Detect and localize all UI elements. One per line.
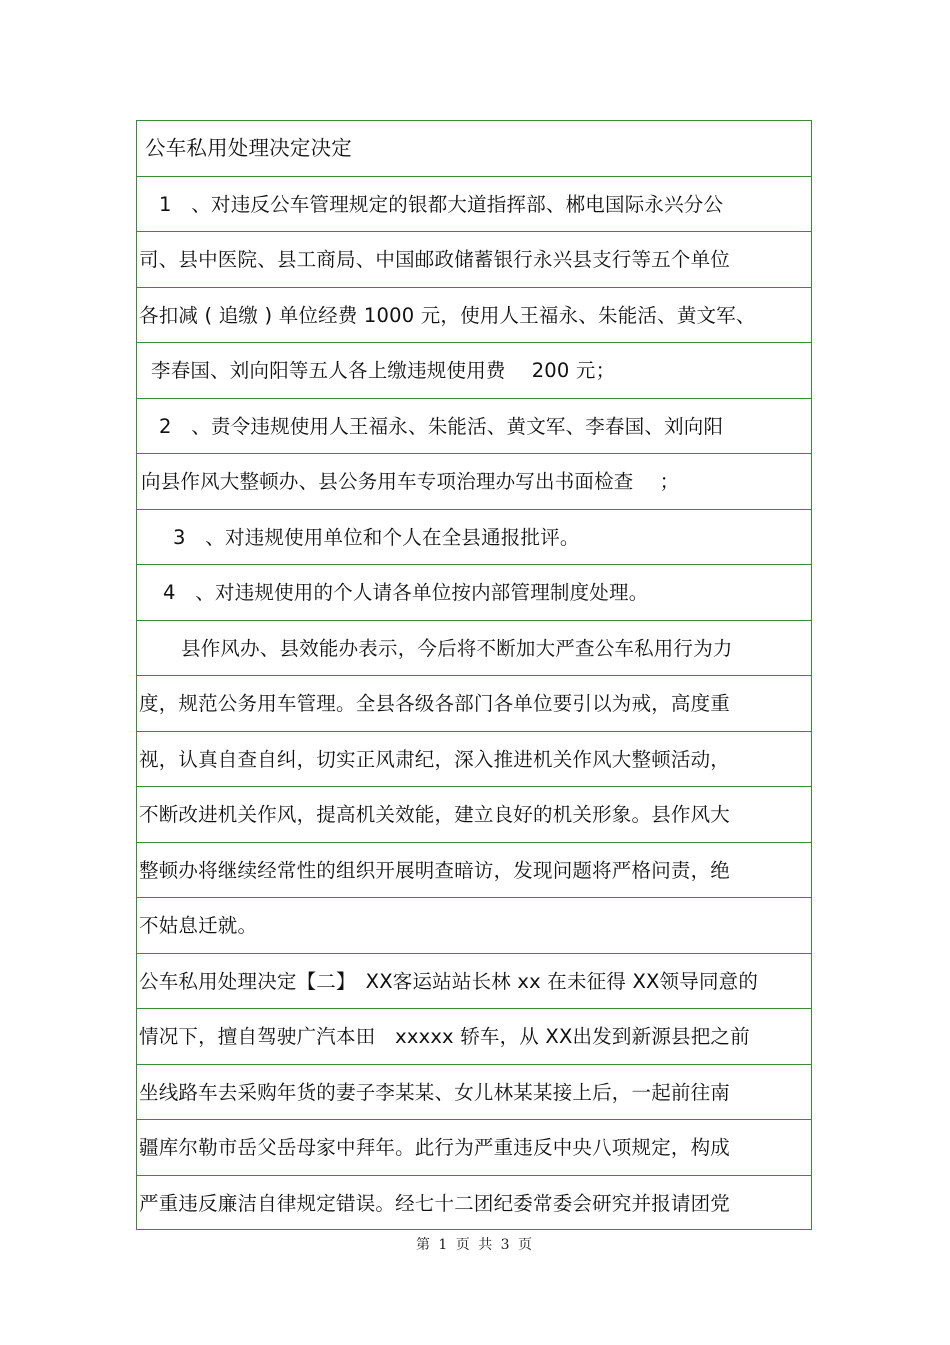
text-line: 4 、对违规使用的个人请各单位按内部管理制度处理。 — [137, 565, 811, 621]
text-line: 公车私用处理决定【二】 XX客运站站长林 xx 在未征得 XX领导同意的 — [137, 954, 811, 1010]
text-line: 视，认真自查自纠，切实正风肃纪，深入推进机关作风大整顿活动， — [137, 732, 811, 788]
text-line: 3 、对违规使用单位和个人在全县通报批评。 — [137, 510, 811, 566]
text-line: 各扣减 ( 追缴 ) 单位经费 1000 元，使用人王福永、朱能活、黄文军、 — [137, 288, 811, 344]
text-line: 不姑息迁就。 — [137, 898, 811, 954]
document-title: 公车私用处理决定决定 — [137, 121, 811, 177]
text-line: 李春国、刘向阳等五人各上缴违规使用费 200 元； — [137, 343, 811, 399]
page-number: 第 1 页 共 3 页 — [415, 1237, 535, 1253]
text-line: 司、县中医院、县工商局、中国邮政储蓄银行永兴县支行等五个单位 — [137, 232, 811, 288]
text-line: 不断改进机关作风，提高机关效能，建立良好的机关形象。县作风大 — [137, 787, 811, 843]
text-line: 严重违反廉洁自律规定错误。经七十二团纪委常委会研究并报请团党 — [139, 1191, 731, 1215]
text-line: 向县作风大整顿办、县公务用车专项治理办写出书面检查 ； — [137, 454, 811, 510]
text-line: 疆库尔勒市岳父岳母家中拜年。此行为严重违反中央八项规定，构成 — [137, 1120, 811, 1176]
text-line: 县作风办、县效能办表示，今后将不断加大严查公车私用行为力 — [137, 621, 811, 677]
text-line: 坐线路车去采购年货的妻子李某某、女儿林某某接上后，一起前往南 — [137, 1065, 811, 1121]
document-page — [136, 120, 812, 1230]
text-line: 度，规范公务用车管理。全县各级各部门各单位要引以为戒，高度重 — [137, 676, 811, 732]
text-line: 1 、对违反公车管理规定的银都大道指挥部、郴电国际永兴分公 — [137, 177, 811, 233]
text-line: 整顿办将继续经常性的组织开展明查暗访，发现问题将严格问责，绝 — [137, 843, 811, 899]
text-line: 情况下，擅自驾驶广汽本田 xxxxx 轿车，从 XX出发到新源县把之前 — [137, 1009, 811, 1065]
text-line: 2 、责令违规使用人王福永、朱能活、黄文军、李春国、刘向阳 — [137, 399, 811, 455]
